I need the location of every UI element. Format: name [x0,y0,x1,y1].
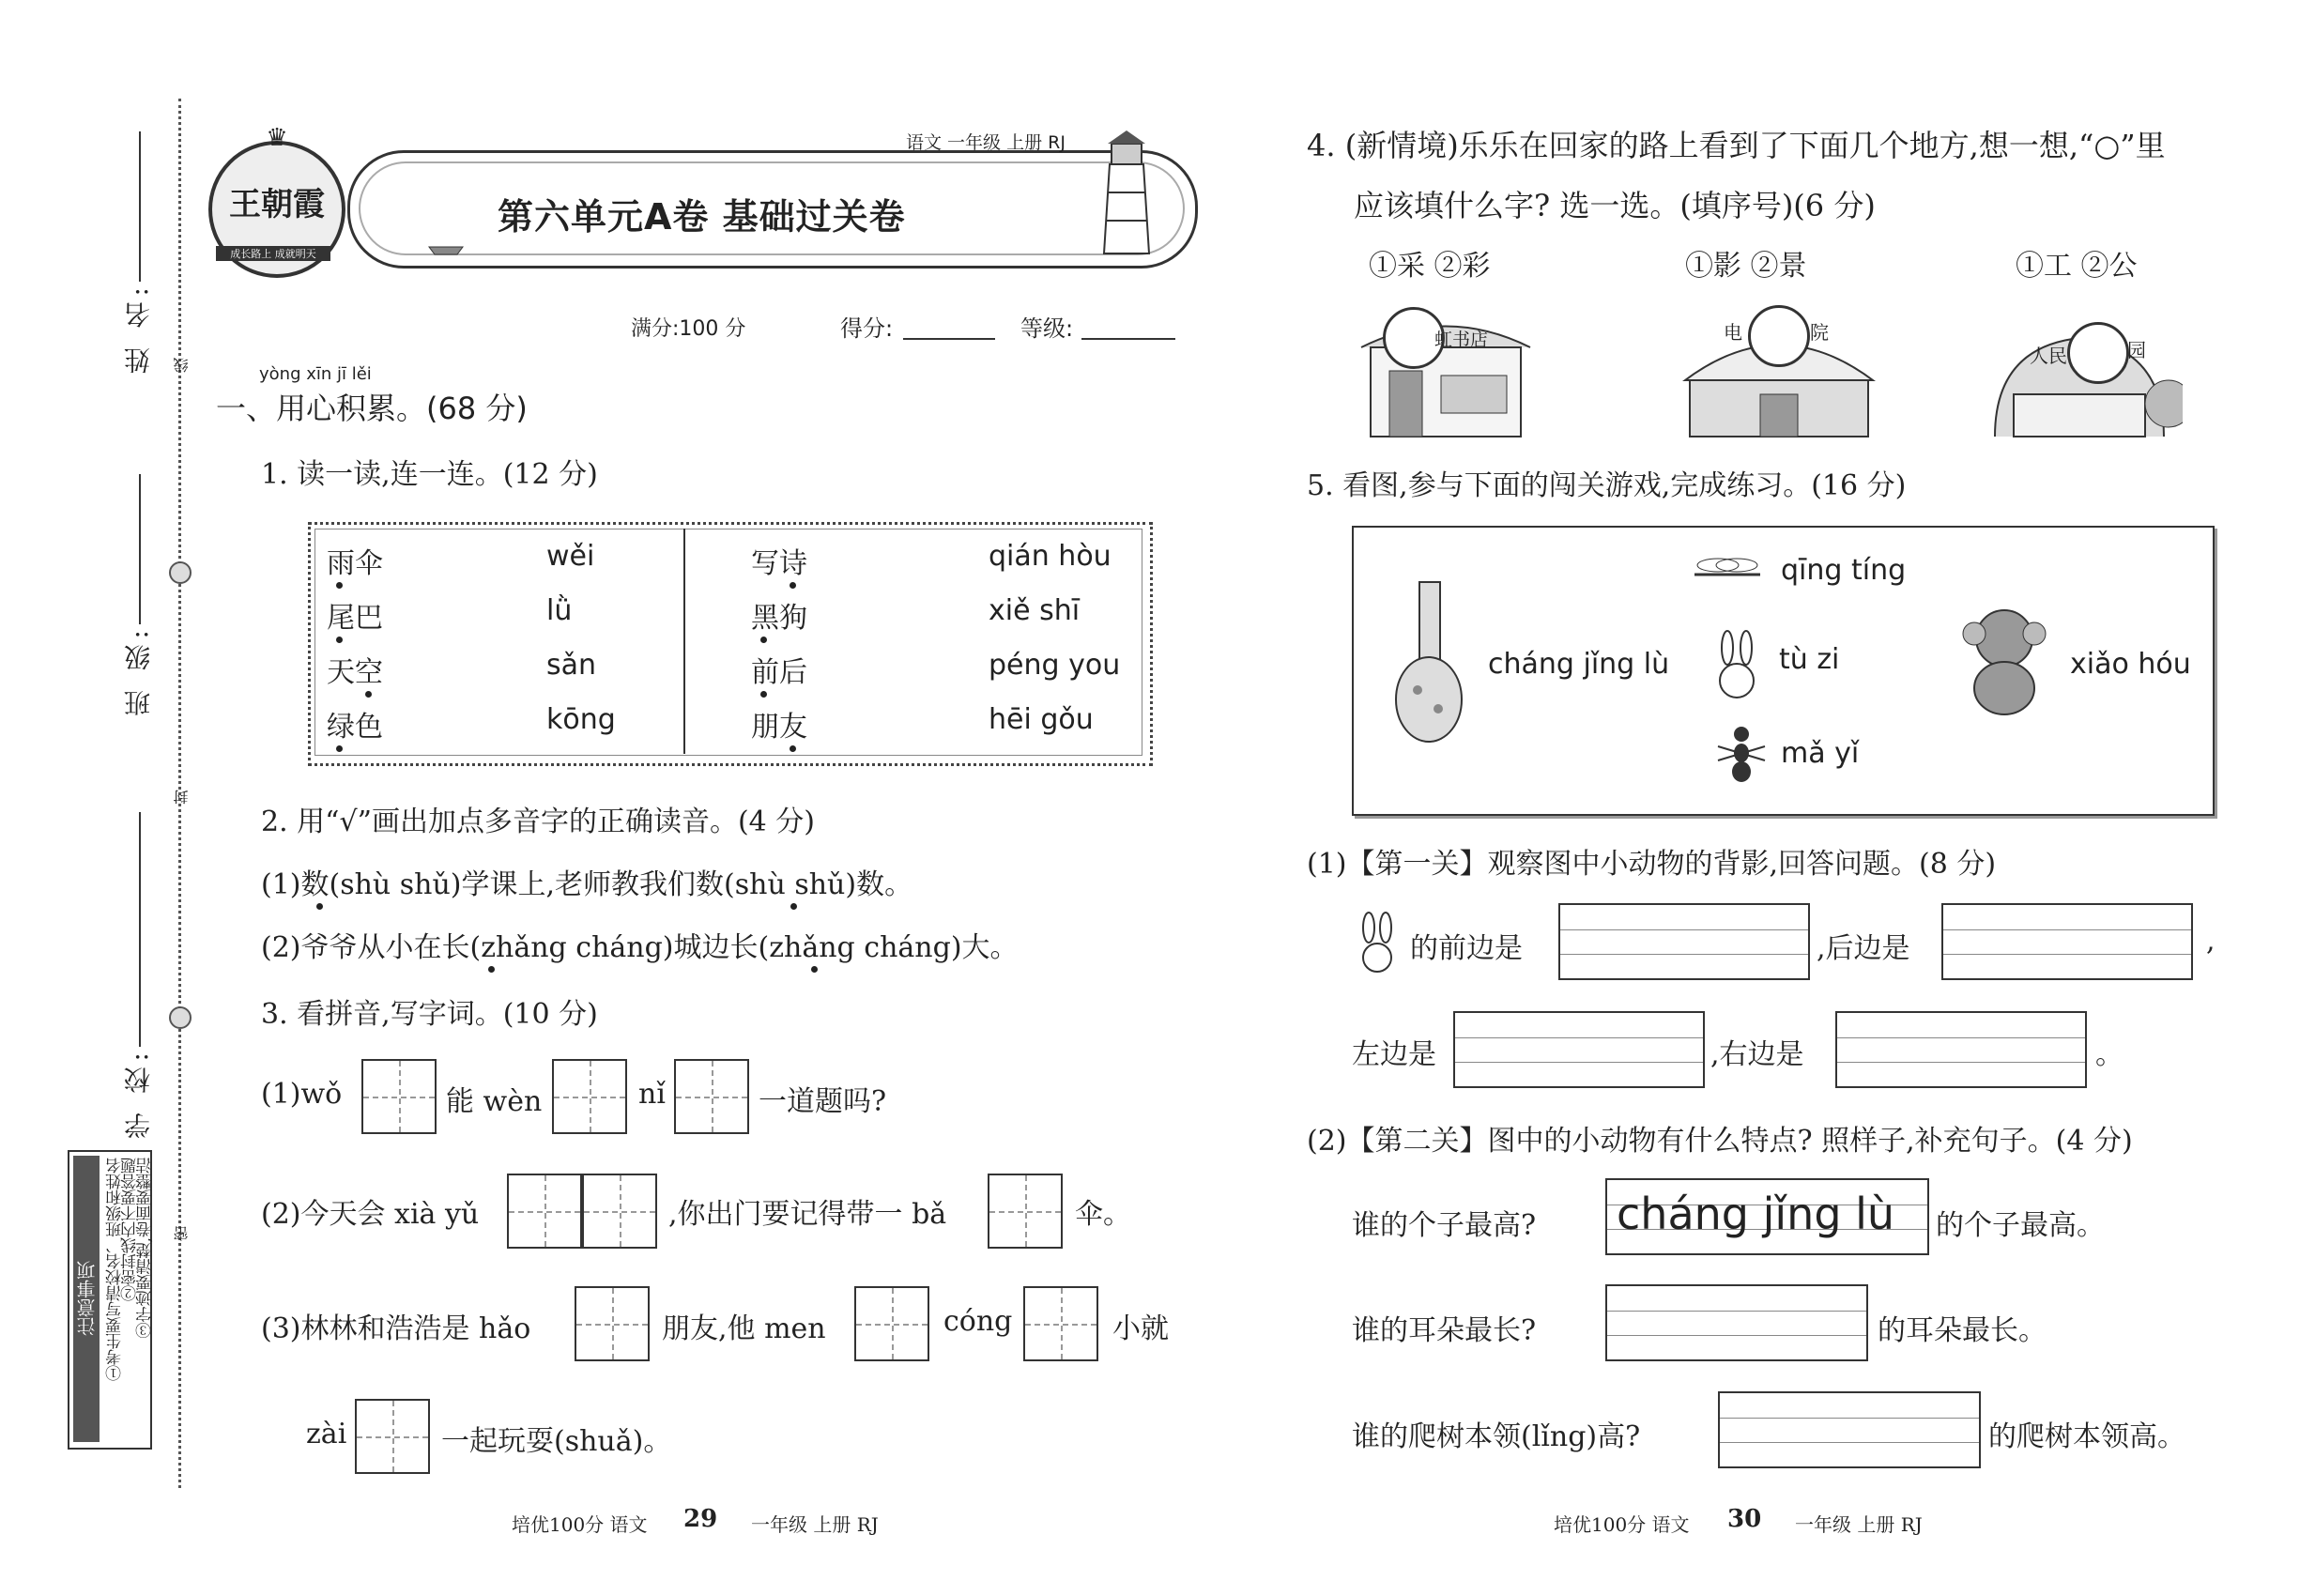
subject-info: 语文 一年级 上册 RJ [906,132,1066,153]
page-number-right: 30 [1727,1505,1762,1533]
footer-left-suffix: 一年级 上册 RJ [751,1513,879,1536]
ant-icon [1713,723,1770,784]
section1-title: 一、用心积累。(68 分) [216,391,528,426]
q2-title: 2. 用“√”画出加点多音字的正确读音。(4 分) [261,806,815,838]
writing-grid[interactable] [552,1059,627,1134]
answer-circle[interactable] [2067,322,2129,384]
lighthouse-icon [1089,127,1164,268]
rabbit-icon [1709,629,1765,699]
q5-text: ,后边是 [1817,932,1910,965]
boat-icon [427,239,465,258]
q1-right-pinyin[interactable]: qián hòu [989,540,1112,573]
writing-grid[interactable] [575,1286,650,1361]
answer-circle[interactable] [1748,305,1810,367]
q3-text: ,你出门要记得带一 bǎ [668,1198,947,1231]
q5-question: 谁的耳朵最长? [1352,1314,1537,1347]
example-answer-box [1605,1178,1929,1255]
q3-title: 3. 看拼音,写字词。(10 分) [261,998,598,1031]
logo-text: 王朝霞 [229,186,325,223]
q4-option[interactable]: ①工 ②公 [2016,250,2138,283]
writing-grid[interactable] [582,1174,657,1249]
q1-left-pinyin[interactable]: lǜ [546,594,573,627]
grade-label: 等级: [1020,315,1074,342]
monkey-label: xiǎo hóu [2070,648,2191,681]
brand-logo [208,124,345,278]
writing-grid[interactable] [988,1174,1063,1249]
logo-subtext: 成长路上 成就明天 [216,246,330,261]
cut-mark-3: 密 [173,1220,191,1241]
cut-mark-2: 封 [173,784,191,805]
q5-part2-title: (2)【第二关】图中的小动物有什么特点? 照样子,补充句子。(4 分) [1307,1125,2133,1158]
q5-text: ,右边是 [1710,1038,1804,1071]
q1-left-word[interactable]: 天空 [327,656,383,689]
q1-divider [683,529,685,754]
q1-right-word[interactable]: 写诗 [751,547,807,580]
dragonfly-label: qīng tíng [1781,554,1907,587]
cinema-sign-a: 电 [1724,321,1742,344]
writing-grid[interactable] [361,1059,437,1134]
q1-right-word[interactable]: 黑狗 [751,602,807,635]
giraffe-label: cháng jǐng lù [1488,648,1670,681]
notice-title: 注意事项 [73,1156,100,1442]
full-score: 满分:100 分 [631,317,746,341]
q3-text: 伞。 [1075,1198,1131,1231]
footer-left-prefix: 培优100分 语文 [512,1513,648,1536]
q4-title-line1: 4. (新情境)乐乐在回家的路上看到了下面几个地方,想一想,“○”里 [1307,128,2166,163]
q3-text: zài [306,1418,347,1450]
school-label: 学 校: [123,1047,154,1140]
q5-text: 。 [2095,1038,2124,1071]
q1-left-word[interactable]: 尾巴 [327,602,383,635]
rabbit-back-icon [1352,911,1403,976]
rabbit-label: tù zi [1779,643,1840,676]
writing-grid[interactable] [507,1174,582,1249]
q5-title: 5. 看图,参与下面的闯关游戏,完成练习。(16 分) [1307,469,1907,502]
q5-answer-suffix: 的爬树本领高。 [1988,1420,2185,1453]
notice-item: ③字迹要清楚,卷面要整洁 [136,1158,155,1339]
name-label: 姓 名: [123,282,154,375]
q4-option[interactable]: ①影 ②景 [1685,250,1807,283]
q5-text: , [2206,925,2216,958]
score-field[interactable] [903,338,995,340]
example-answer: cháng jǐng lù [1617,1189,1895,1239]
q5-part1-title: (1)【第一关】观察图中小动物的背影,回答问题。(8 分) [1307,848,1997,881]
name-field-line[interactable] [139,131,141,282]
q1-left-pinyin[interactable]: wěi [546,540,595,573]
q3-text: 小就 [1112,1312,1169,1345]
q1-left-word[interactable]: 雨伞 [327,547,383,580]
q1-left-pinyin[interactable]: sǎn [546,649,597,682]
binding-hole-icon [169,1006,192,1029]
grade-field[interactable] [1081,338,1175,340]
q4-title-line2: 应该填什么字? 选一选。(填序号)(6 分) [1354,188,1876,223]
q1-right-pinyin[interactable]: xiě shī [989,594,1081,627]
q3-text: 一起玩耍(shuǎ)。 [441,1425,672,1458]
bookstore-icon [1352,296,1540,441]
answer-box[interactable] [1835,1011,2087,1088]
q3-text: cóng [943,1305,1013,1338]
q5-text: 左边是 [1352,1038,1436,1071]
q3-text: 朋友,他 men [662,1312,826,1345]
dragonfly-icon [1690,554,1765,596]
q1-left-pinyin[interactable]: kōng [546,703,616,736]
q1-right-word[interactable]: 朋友 [751,711,807,744]
section1-ruby: yòng xīn jī lěi [259,364,372,384]
q1-left-word[interactable]: 绿色 [327,711,383,744]
q1-title: 1. 读一读,连一连。(12 分) [261,458,598,491]
footer-right-prefix: 培优100分 语文 [1554,1513,1690,1536]
answer-box[interactable] [1605,1284,1868,1361]
ant-label: mǎ yǐ [1781,737,1860,770]
park-sign-b: 园 [2127,339,2146,361]
binding-hole-icon [169,561,192,584]
footer-right-suffix: 一年级 上册 RJ [1795,1513,1923,1536]
q3-text: nǐ [638,1078,666,1111]
notice-item: ①考生要写清校名、班级和姓名 [106,1158,125,1381]
q5-text: 的前边是 [1410,932,1523,965]
q5-answer-suffix: 的个子最高。 [1936,1209,2105,1242]
q1-right-pinyin[interactable]: hēi gǒu [989,703,1094,736]
q2-line1[interactable]: (1)数(shù shǔ)学课上,老师教我们数(shù shǔ)数。 [261,868,913,901]
class-field-line[interactable] [139,474,141,624]
q3-text: (3)林林和浩浩是 hǎo [261,1312,531,1345]
writing-grid[interactable] [674,1059,749,1134]
cut-mark-1: 线 [173,352,191,373]
q2-line2[interactable]: (2)爷爷从小在长(zhǎng cháng)城边长(zhǎng cháng)大。 [261,931,1019,964]
q5-question: 谁的爬树本领(lǐng)高? [1352,1420,1641,1453]
page-title: 第六单元A卷 基础过关卷 [498,196,906,238]
notice-box [68,1150,155,1450]
answer-box[interactable] [1453,1011,1705,1088]
q5-question: 谁的个子最高? [1352,1209,1537,1242]
school-field-line[interactable] [139,812,141,1047]
crown-icon: ♛ [266,124,288,152]
giraffe-icon [1389,573,1464,751]
class-label: 班 级: [123,624,154,717]
q1-right-word[interactable]: 前后 [751,656,807,689]
q3-text: 能 wèn [446,1085,543,1118]
q5-answer-suffix: 的耳朵最长。 [1878,1314,2047,1347]
page-number-left: 29 [683,1505,718,1533]
answer-box[interactable] [1718,1391,1981,1468]
q3-text: (2)今天会 xià yǔ [261,1198,480,1231]
answer-box[interactable] [1941,903,2193,980]
q4-option[interactable]: ①采 ②彩 [1369,250,1491,283]
q1-right-pinyin[interactable]: péng you [989,649,1121,682]
writing-grid[interactable] [1023,1286,1098,1361]
answer-box[interactable] [1558,903,1810,980]
cinema-sign-b: 院 [1810,321,1829,344]
notice-item: ②密封线内不要答题 [121,1158,140,1301]
bookstore-sign: 虹书店 [1434,330,1489,350]
q3-text: (1)wǒ [261,1078,343,1111]
writing-grid[interactable] [854,1286,929,1361]
score-label: 得分: [840,315,894,342]
writing-grid[interactable] [355,1399,430,1474]
park-sign-a: 人民 [2030,345,2067,367]
q3-text: 一道题吗? [759,1085,887,1118]
monkey-icon [1957,606,2051,718]
